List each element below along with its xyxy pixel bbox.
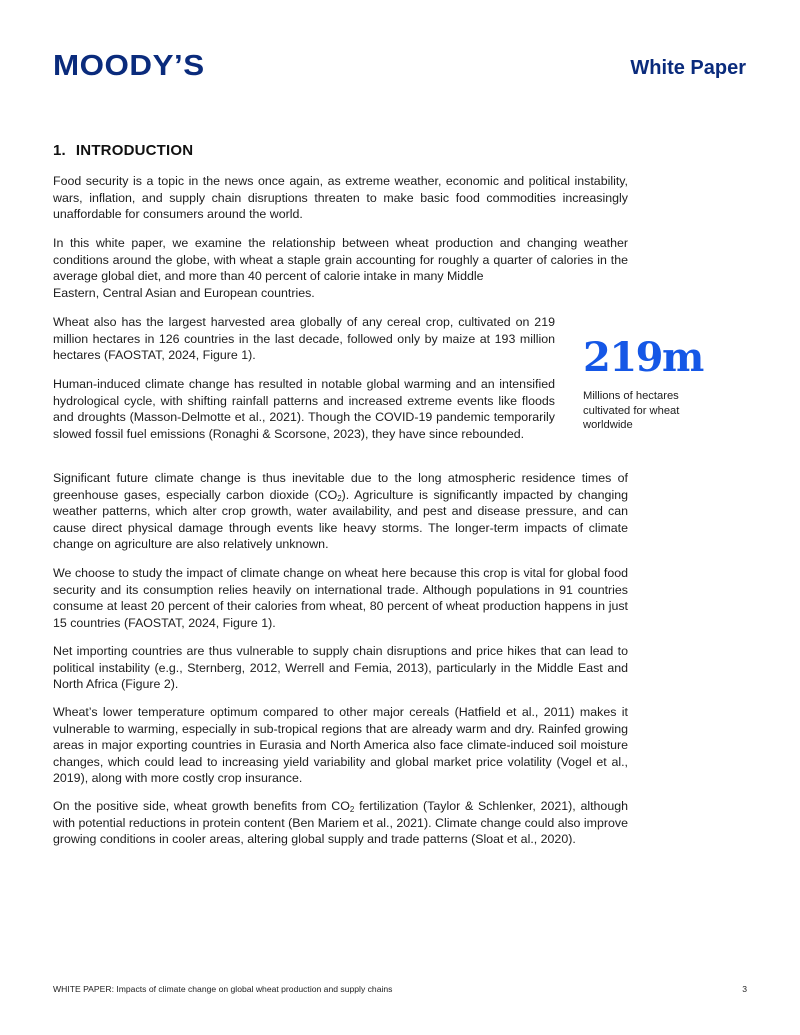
paragraph-2 <box>53 235 628 285</box>
paragraph-2-continued: Eastern, Central Asian and European countries. <box>53 286 315 300</box>
footer-title: WHITE PAPER: Impacts of climate change on global wheat production and supply chains <box>53 984 393 994</box>
subscript-2: 2 <box>337 493 342 503</box>
paragraph-2-text: In this white paper, we examine the relationship between wheat production and changing weather conditions around the globe, with wheat a staple grain accounting for roughly a quarter of calories in the average global diet, and more than 40 percent of calorie intake in many Middle <box>53 236 628 284</box>
section-title: INTRODUCTION <box>75 142 194 159</box>
paragraph-9 <box>53 798 628 848</box>
paragraph-4: Human-induced climate change has resulted in notable global warming and an intensified hydrological cycle, with shifting rainfall patterns and increased extreme events like floods and droughts (Masson-Delmotte et al., 2021). Though the COVID-19 pandemic temporarily slowed fossil fuel emissions (Ronaghi & Scorsone, 2023), they have since rebounded. <box>53 377 555 441</box>
subscript-2: 2 <box>349 805 355 814</box>
stat-callout-value: 219m <box>583 334 703 381</box>
paragraph-6: We choose to study the impact of climate change on wheat here because this crop is vital for global food security and its consumption relies heavily on international trade. Although populations in 91 countries consume at least 20 percent of their calories from wheat, 80 percent of wheat production happens in just 15 countries (FAOSTAT, 2024, Figure 1). <box>53 566 628 630</box>
page-number: 3 <box>742 984 747 994</box>
moodys-logo: MOODY’S <box>53 50 205 82</box>
paragraph-5 <box>53 470 628 553</box>
paragraph-1: Food security is a topic in the news once again, as extreme weather, economic and political instability, wars, inflation, and supply chain disruptions threaten to make basic food commodities increasingly unaffordable for consumers around the world. <box>53 174 628 222</box>
document-type-label: White Paper <box>630 57 746 79</box>
stat-callout-caption: Millions of hectares cultivated for wheat worldwide <box>583 390 680 432</box>
section-heading <box>53 142 193 159</box>
paragraph-5-text-b: ). Agriculture is significantly impacted by changing weather patterns, which alter crop growth, water availability, and pest and disease pressure, and can cause direct physical damage through events like heavy storms. The longer-term impacts of climate change on agriculture are also relatively unknown. <box>53 487 628 552</box>
paragraph-8: Wheat’s lower temperature optimum compared to other major cereals (Hatfield et al., 2011) makes it vulnerable to warming, especially in sub-tropical regions that are already warm and dry. Rainfed growing areas in major exporting countries in Eurasia and North America also face climate-induced soil moisture changes, which could lead to increasing yield variability and global market price volatility (Vogel et al., 2019), along with more costly crop insurance. <box>53 705 628 786</box>
paragraph-5-text-a: Significant future climate change is thus inevitable due to the long atmospheric residence times of greenhouse gases, especially carbon dioxide (CO <box>53 471 628 502</box>
stat-callout <box>583 335 713 433</box>
paragraph-3: Wheat also has the largest harvested area globally of any cereal crop, cultivated on 219 million hectares in 126 countries in the last decade, followed only by maize at 193 million hectares (FAOSTAT, 2024, Figure 1). <box>53 315 555 363</box>
paragraph-9-text-a: On the positive side, wheat growth benefits from CO <box>53 799 350 813</box>
section-number: 1. <box>53 142 66 159</box>
paragraph-7: Net importing countries are thus vulnerable to supply chain disruptions and price hikes that can lead to political instability (e.g., Sternberg, 2012, Werrell and Femia, 2013), particularly in the Middle East and North Africa (Figure 2). <box>53 644 628 692</box>
paragraph-9-text-b: fertilization (Taylor & Schlenker, 2021), although with potential reductions in protein content (Ben Mariem et al., 2021). Climate change could also improve growing conditions in cooler areas, altering global supply and trade patterns (Sloat et al., 2020). <box>53 799 628 847</box>
